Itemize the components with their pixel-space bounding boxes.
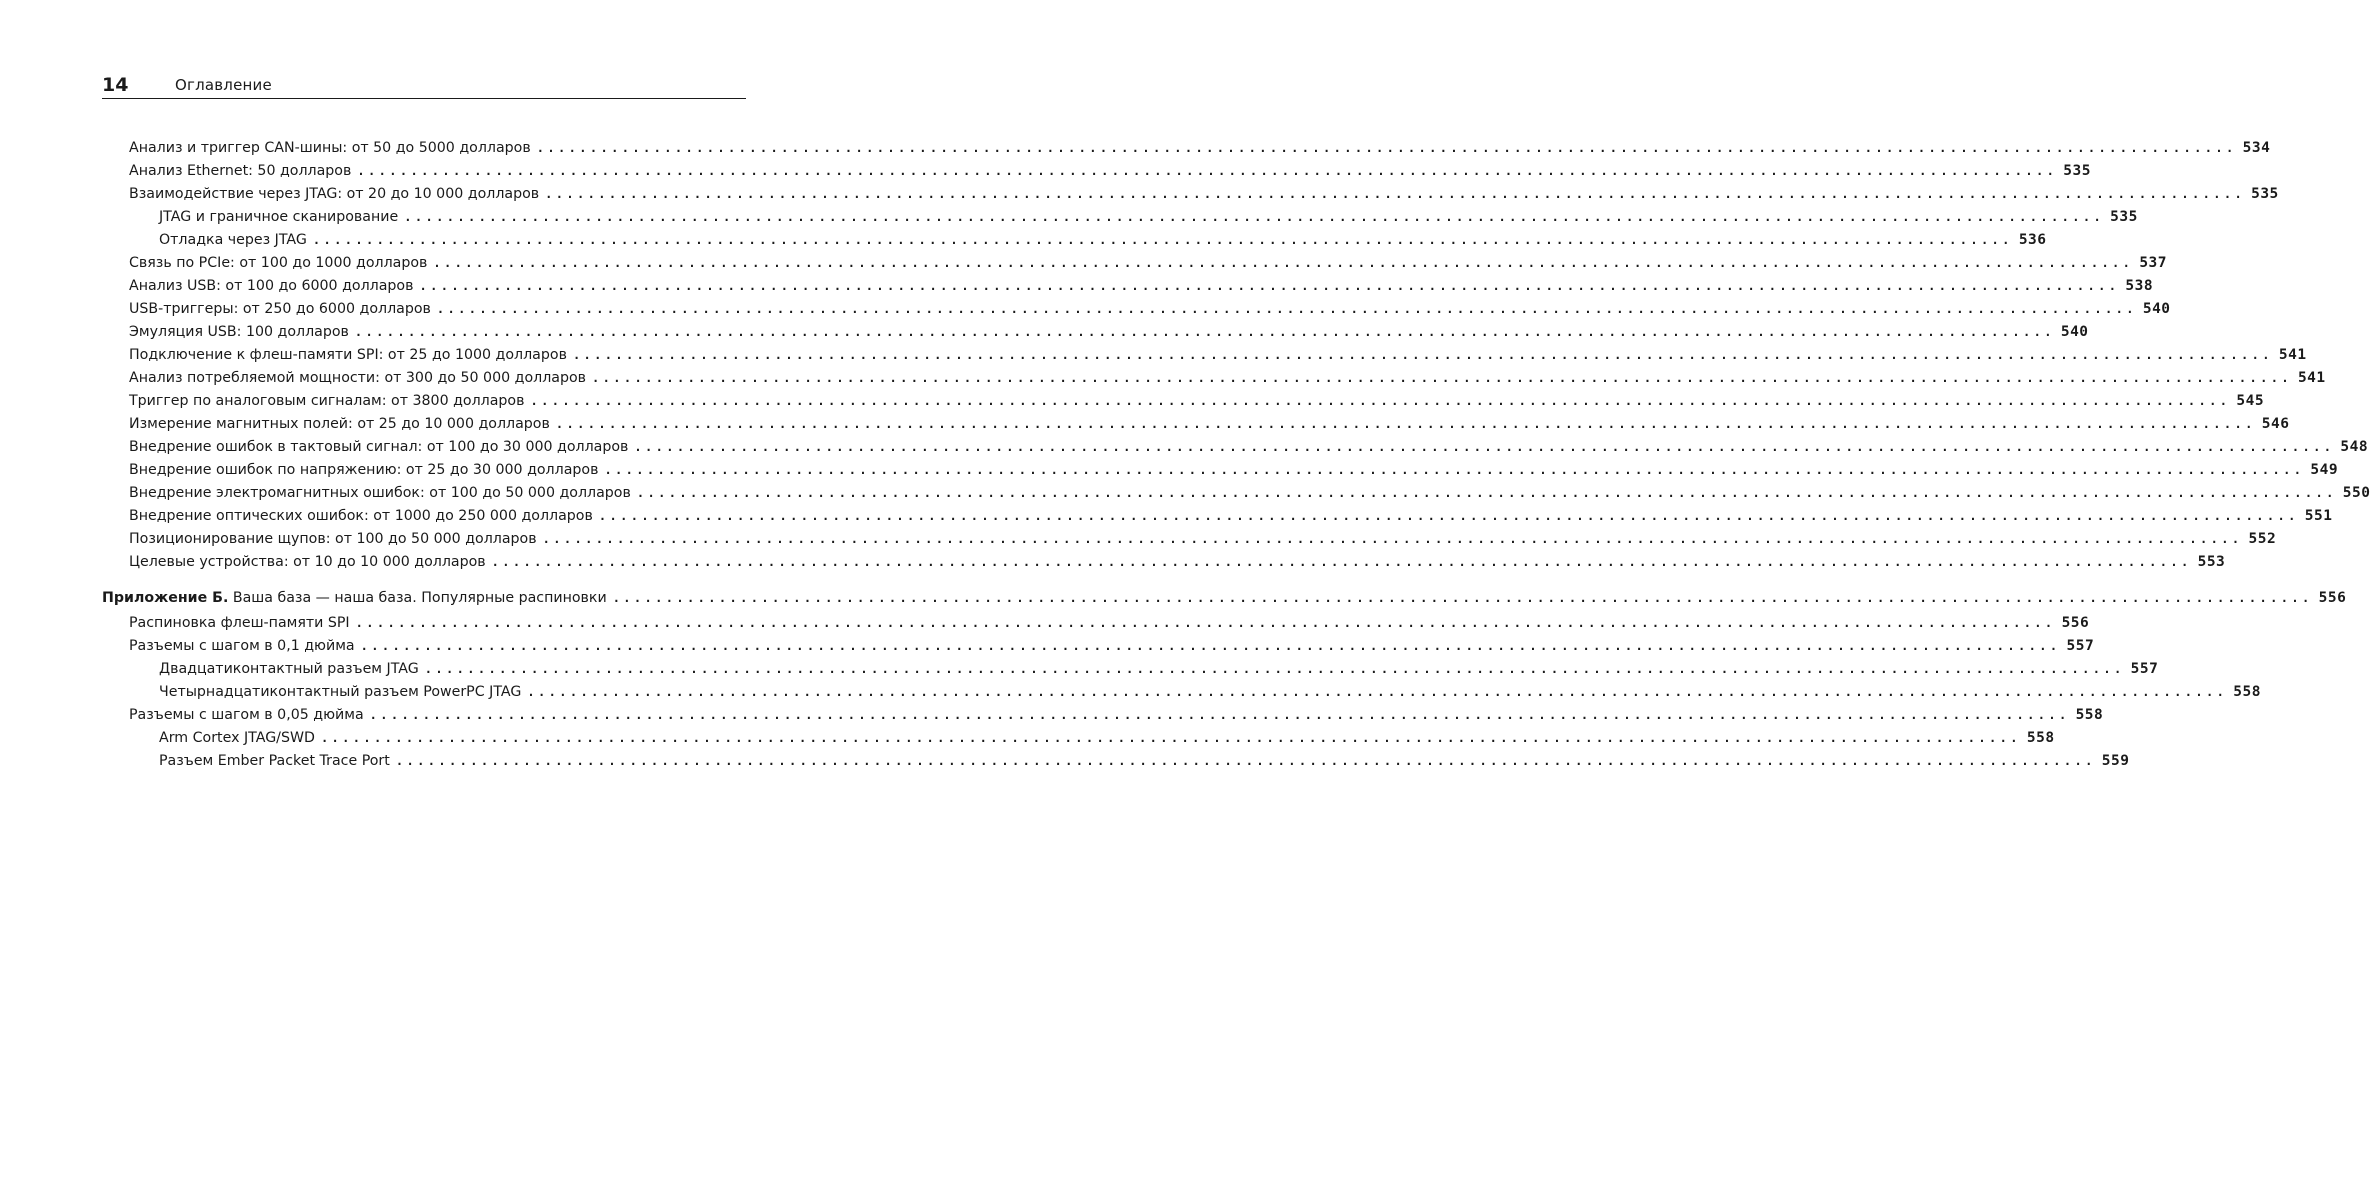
toc-entry[interactable] — [102, 209, 2138, 232]
appendix-heading-label — [102, 590, 607, 606]
toc-entry[interactable] — [102, 416, 2290, 439]
toc-entry-page-number: 553 — [2197, 554, 2226, 570]
toc-entry-title: Позиционирование щупов: от 100 до 50 000 долларов — [129, 531, 537, 547]
toc-entry-title: Двадцатиконтактный разъем JTAG — [159, 661, 419, 677]
dot-leader: ................................................................................................................................................................ — [598, 509, 2299, 523]
toc-entry-title: Эмуляция USB: 100 долларов — [129, 324, 349, 340]
toc-entry-title: Разъемы с шагом в 0,1 дюйма — [129, 638, 355, 654]
toc-entry-title: Четырнадцатиконтактный разъем PowerPC JTAG — [159, 684, 522, 700]
toc-entry-title: Разъемы с шагом в 0,05 дюйма — [129, 707, 364, 723]
toc-entry[interactable] — [102, 232, 2047, 255]
dot-leader: ................................................................................................................................................................ — [312, 233, 2013, 247]
toc-entry[interactable] — [102, 554, 2226, 577]
dot-leader: ................................................................................................................................................................ — [545, 187, 2246, 201]
toc-entry-title: Анализ и триггер CAN-шины: от 50 до 5000 долларов — [129, 140, 531, 156]
toc-entry-title: Анализ USB: от 100 до 6000 долларов — [129, 278, 414, 294]
toc-entry-page-number: 534 — [2242, 140, 2271, 156]
toc-entry[interactable] — [102, 661, 2159, 684]
toc-entry-page-number: 546 — [2261, 416, 2290, 432]
toc-entry[interactable] — [102, 485, 2371, 508]
dot-leader: ................................................................................................................................................................ — [404, 210, 2105, 224]
toc-entry[interactable] — [102, 301, 2171, 324]
toc-entry[interactable] — [102, 462, 2339, 485]
toc-entry[interactable] — [102, 753, 2130, 776]
page-number: 14 — [102, 74, 129, 96]
toc-entry-title: USB-триггеры: от 250 до 6000 долларов — [129, 301, 431, 317]
toc-entry[interactable] — [102, 508, 2333, 531]
toc-entry[interactable] — [102, 255, 2168, 278]
dot-leader: ................................................................................................................................................................ — [536, 141, 2237, 155]
toc-entry-page-number: 557 — [2130, 661, 2159, 677]
dot-leader: ................................................................................................................................................................ — [355, 616, 2056, 630]
toc-entry[interactable] — [102, 347, 2307, 370]
toc-entry-page-number: 540 — [2142, 301, 2171, 317]
dot-leader: ................................................................................................................................................................ — [604, 463, 2305, 477]
toc-entry-page-number: 538 — [2125, 278, 2154, 294]
dot-leader: ................................................................................................................................................................ — [634, 440, 2335, 454]
toc-entry-page-number: 535 — [2110, 209, 2138, 225]
toc-entry[interactable] — [102, 684, 2261, 707]
toc-entry-page-number: 548 — [2340, 439, 2369, 455]
dot-leader: ................................................................................................................................................................ — [636, 486, 2337, 500]
dot-leader: ................................................................................................................................................................ — [612, 591, 2313, 605]
toc-entry-title: Arm Cortex JTAG/SWD — [159, 730, 315, 746]
toc-entry[interactable] — [102, 707, 2104, 730]
toc-entry-title: Отладка через JTAG — [159, 232, 307, 248]
toc-entry-title: Внедрение ошибок по напряжению: от 25 до 30 000 долларов — [129, 462, 599, 478]
appendix-heading[interactable] — [102, 590, 2347, 615]
dot-leader: ................................................................................................................................................................ — [572, 348, 2273, 362]
toc-entry[interactable] — [102, 393, 2265, 416]
dot-leader: ................................................................................................................................................................ — [530, 394, 2231, 408]
toc-section-appendix — [102, 615, 2261, 776]
dot-leader: ................................................................................................................................................................ — [424, 662, 2125, 676]
dot-leader: ................................................................................................................................................................ — [555, 417, 2256, 431]
toc-entry-page-number: 549 — [2310, 462, 2339, 478]
toc-entry[interactable] — [102, 140, 2271, 163]
toc-entry-title: Разъем Ember Packet Trace Port — [159, 753, 390, 769]
appendix-title: Ваша база — наша база. Популярные распиновки — [232, 590, 607, 606]
toc-entry-page-number: 541 — [2278, 347, 2307, 363]
toc-entry-title: Взаимодействие через JTAG: от 20 до 10 000 долларов — [129, 186, 540, 202]
appendix-page-number: 556 — [2318, 590, 2347, 606]
dot-leader: ................................................................................................................................................................ — [395, 754, 2096, 768]
dot-leader: ................................................................................................................................................................ — [436, 302, 2137, 316]
toc-entry-page-number: 556 — [2061, 615, 2090, 631]
dot-leader: ................................................................................................................................................................ — [491, 555, 2192, 569]
toc-entry-title: Анализ Ethernet: 50 долларов — [129, 163, 352, 179]
toc-entry-title: Целевые устройства: от 10 до 10 000 долларов — [129, 554, 486, 570]
toc-entry-title: Внедрение ошибок в тактовый сигнал: от 100 до 30 000 долларов — [129, 439, 629, 455]
toc-entry[interactable] — [102, 439, 2369, 462]
toc-entry-title: Триггер по аналоговым сигналам: от 3800 долларов — [129, 393, 525, 409]
toc-entry-title: Связь по PCIe: от 100 до 1000 долларов — [129, 255, 428, 271]
toc-entry-title: Распиновка флеш-памяти SPI — [129, 615, 350, 631]
toc-entry-page-number: 558 — [2026, 730, 2055, 746]
dot-leader: ................................................................................................................................................................ — [419, 279, 2120, 293]
toc-entry[interactable] — [102, 730, 2055, 753]
toc-entry-page-number: 558 — [2233, 684, 2261, 700]
dot-leader: ................................................................................................................................................................ — [433, 256, 2134, 270]
toc-entry[interactable] — [102, 615, 2090, 638]
toc-entry[interactable] — [102, 186, 2279, 209]
dot-leader: ................................................................................................................................................................ — [320, 731, 2021, 745]
toc-entry-title: Внедрение электромагнитных ошибок: от 100 до 50 000 долларов — [129, 485, 631, 501]
toc-entry-title: Анализ потребляемой мощности: от 300 до 50 000 долларов — [129, 370, 587, 386]
toc-entry[interactable] — [102, 324, 2089, 347]
toc-entry-page-number: 545 — [2236, 393, 2265, 409]
dot-leader: ................................................................................................................................................................ — [369, 708, 2070, 722]
toc-entry-page-number: 536 — [2018, 232, 2047, 248]
dot-leader: ................................................................................................................................................................ — [592, 371, 2292, 385]
toc-entry[interactable] — [102, 370, 2326, 393]
toc-entry[interactable] — [102, 278, 2154, 301]
page-header — [102, 72, 746, 99]
toc-entry-page-number: 550 — [2342, 485, 2371, 501]
dot-leader: ................................................................................................................................................................ — [357, 164, 2058, 178]
toc-entry-page-number: 557 — [2066, 638, 2095, 654]
toc-entry-page-number: 535 — [2251, 186, 2279, 202]
toc-entry-title: JTAG и граничное сканирование — [159, 209, 399, 225]
table-of-contents — [102, 140, 2371, 776]
dot-leader: ................................................................................................................................................................ — [360, 639, 2061, 653]
toc-entry-page-number: 535 — [2063, 163, 2091, 179]
toc-entry-page-number: 541 — [2297, 370, 2326, 386]
toc-entry-page-number: 558 — [2075, 707, 2104, 723]
dot-leader: ................................................................................................................................................................ — [542, 532, 2243, 546]
running-title: Оглавление — [175, 76, 272, 94]
toc-entry[interactable] — [102, 638, 2095, 661]
toc-entry-page-number: 551 — [2304, 508, 2333, 524]
toc-entry-page-number: 552 — [2248, 531, 2277, 547]
toc-entry-title: Измерение магнитных полей: от 25 до 10 000 долларов — [129, 416, 550, 432]
toc-entry-page-number: 540 — [2060, 324, 2089, 340]
toc-entry[interactable] — [102, 531, 2277, 554]
toc-entry-page-number: 559 — [2101, 753, 2130, 769]
dot-leader: ................................................................................................................................................................ — [527, 685, 2228, 699]
dot-leader: ................................................................................................................................................................ — [354, 325, 2055, 339]
toc-entry-title: Внедрение оптических ошибок: от 1000 до 250 000 долларов — [129, 508, 593, 524]
toc-entry-page-number: 537 — [2139, 255, 2168, 271]
toc-section-main — [102, 140, 2371, 577]
appendix-prefix: Приложение Б. — [102, 590, 229, 606]
toc-entry[interactable] — [102, 163, 2091, 186]
toc-entry-title: Подключение к флеш-памяти SPI: от 25 до 1000 долларов — [129, 347, 567, 363]
